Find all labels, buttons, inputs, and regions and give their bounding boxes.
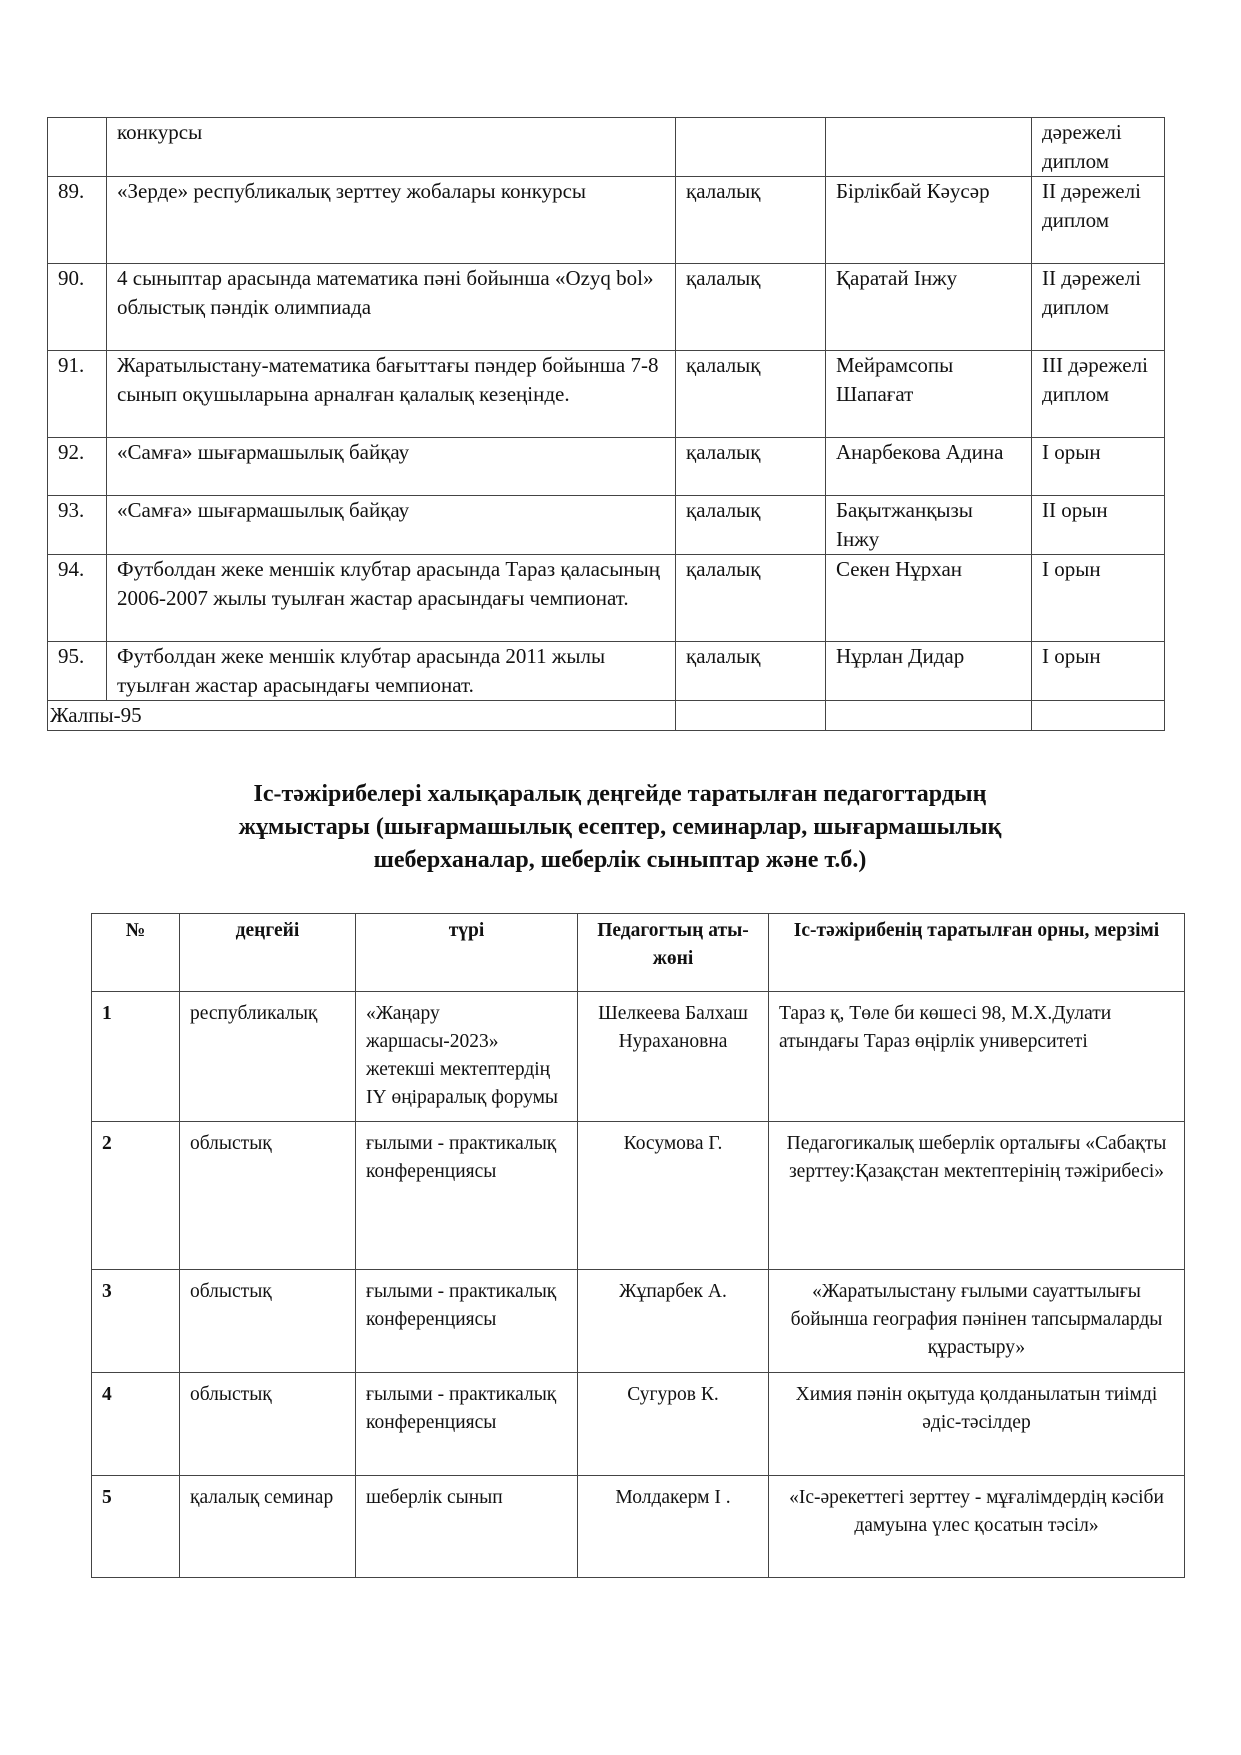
table-row bbox=[48, 438, 1165, 496]
table-row bbox=[92, 1373, 1185, 1476]
row-number: 95. bbox=[48, 642, 107, 701]
total-empty-cell bbox=[676, 701, 826, 731]
result: І орын bbox=[1032, 555, 1165, 642]
table-row bbox=[48, 555, 1165, 642]
place: «Іс-әрекеттегі зерттеу - мұғалімдердің кәсіби дамуына үлес қосатын тәсіл» bbox=[769, 1476, 1185, 1578]
level: республикалық bbox=[180, 992, 356, 1122]
event-name: Футболдан жеке меншік клубтар арасында Тараз қаласының 2006-2007 жылы туылған жастар арасындағы чемпионат. bbox=[107, 555, 676, 642]
teacher-name: Сугуров К. bbox=[578, 1373, 769, 1476]
event-name: Футболдан жеке меншік клубтар арасында 2011 жылы туылған жастар арасындағы чемпионат. bbox=[107, 642, 676, 701]
total-row bbox=[48, 701, 1165, 731]
result: ІІ дәрежелі диплом bbox=[1032, 264, 1165, 351]
row-number: 94. bbox=[48, 555, 107, 642]
place: Тараз қ, Төле би көшесі 98, М.Х.Дулати атындағы Тараз өңірлік университеті bbox=[769, 992, 1185, 1122]
table-row bbox=[92, 992, 1185, 1122]
table-row bbox=[48, 264, 1165, 351]
heading-line: Іс-тәжірибелері халықаралық деңгейде таратылған педагогтардың bbox=[253, 781, 987, 807]
table-row bbox=[48, 351, 1165, 438]
result: І орын bbox=[1032, 642, 1165, 701]
row-number: 2 bbox=[92, 1122, 180, 1270]
place: Педагогикалық шеберлік орталығы «Сабақты зерттеу:Қазақстан мектептерінің тәжірибесі» bbox=[769, 1122, 1185, 1270]
teacher-name: Молдакерм І . bbox=[578, 1476, 769, 1578]
total-empty-cell bbox=[826, 701, 1032, 731]
event-level: қалалық bbox=[676, 177, 826, 264]
teacher-name: Косумова Г. bbox=[578, 1122, 769, 1270]
row-number: 3 bbox=[92, 1270, 180, 1373]
heading-line: жұмыстары (шығармашылық есептер, семинарлар, шығармашылық bbox=[238, 814, 1002, 840]
table-row bbox=[48, 118, 1165, 177]
type: ғылыми - практикалық конференциясы bbox=[356, 1122, 578, 1270]
event-level: қалалық bbox=[676, 438, 826, 496]
event-name: 4 сыныптар арасында математика пәні бойынша «Ozyq bol» облыстық пәндік олимпиада bbox=[107, 264, 676, 351]
student-name: Секен Нұрхан bbox=[826, 555, 1032, 642]
total-label: Жалпы-95 bbox=[48, 701, 676, 731]
row-number: 5 bbox=[92, 1476, 180, 1578]
event-name: Жаратылыстану-математика бағыттағы пәндер бойынша 7-8 сынып оқушыларына арналған қалалық кезеңінде. bbox=[107, 351, 676, 438]
row-number: 93. bbox=[48, 496, 107, 555]
type: «Жаңару жаршасы-2023» жетекші мектептердің ІҮ өңіраралық форумы bbox=[356, 992, 578, 1122]
table-header-row bbox=[92, 914, 1185, 992]
teacher-name: Жұпарбек А. bbox=[578, 1270, 769, 1373]
header-type: түрі bbox=[356, 914, 578, 992]
result: ІІІ дәрежелі диплом bbox=[1032, 351, 1165, 438]
level: қалалық семинар bbox=[180, 1476, 356, 1578]
row-number: 4 bbox=[92, 1373, 180, 1476]
table-row bbox=[92, 1270, 1185, 1373]
heading-line: шеберханалар, шеберлік сыныптар және т.б.) bbox=[373, 847, 867, 873]
event-level: қалалық bbox=[676, 496, 826, 555]
student-name bbox=[826, 118, 1032, 177]
event-name: «Самға» шығармашылық байқау bbox=[107, 496, 676, 555]
place: «Жаратылыстану ғылыми сауаттылығы бойынша география пәнінен тапсырмаларды құрастыру» bbox=[769, 1270, 1185, 1373]
event-level bbox=[676, 118, 826, 177]
level: облыстық bbox=[180, 1373, 356, 1476]
row-number: 92. bbox=[48, 438, 107, 496]
level: облыстық bbox=[180, 1122, 356, 1270]
total-empty-cell bbox=[1032, 701, 1165, 731]
event-name: конкурсы bbox=[107, 118, 676, 177]
teacher-name: Шелкеева Балхаш Нурахановна bbox=[578, 992, 769, 1122]
event-name: «Самға» шығармашылық байқау bbox=[107, 438, 676, 496]
achievements-table bbox=[47, 117, 1165, 731]
level: облыстық bbox=[180, 1270, 356, 1373]
teacher-experience-table bbox=[91, 913, 1185, 1578]
event-level: қалалық bbox=[676, 351, 826, 438]
type: ғылыми - практикалық конференциясы bbox=[356, 1373, 578, 1476]
row-number: 1 bbox=[92, 992, 180, 1122]
row-number: 89. bbox=[48, 177, 107, 264]
student-name: Қаратай Інжу bbox=[826, 264, 1032, 351]
student-name: Нұрлан Дидар bbox=[826, 642, 1032, 701]
table-row bbox=[48, 642, 1165, 701]
student-name: Бірлікбай Кәусәр bbox=[826, 177, 1032, 264]
table-row bbox=[48, 496, 1165, 555]
section-heading bbox=[190, 778, 1050, 877]
event-level: қалалық bbox=[676, 555, 826, 642]
event-name: «Зерде» республикалық зерттеу жобалары конкурсы bbox=[107, 177, 676, 264]
row-number: 91. bbox=[48, 351, 107, 438]
place: Химия пәнін оқытуда қолданылатын тиімді әдіс-тәсілдер bbox=[769, 1373, 1185, 1476]
result: дәрежелі диплом bbox=[1032, 118, 1165, 177]
result: ІІ орын bbox=[1032, 496, 1165, 555]
header-place: Іс-тәжірибенің таратылған орны, мерзімі bbox=[769, 914, 1185, 992]
table-row bbox=[48, 177, 1165, 264]
row-number bbox=[48, 118, 107, 177]
type: ғылыми - практикалық конференциясы bbox=[356, 1270, 578, 1373]
result: І орын bbox=[1032, 438, 1165, 496]
student-name: Бақытжанқызы Інжу bbox=[826, 496, 1032, 555]
type: шеберлік сынып bbox=[356, 1476, 578, 1578]
header-number: № bbox=[92, 914, 180, 992]
table-row bbox=[92, 1122, 1185, 1270]
row-number: 90. bbox=[48, 264, 107, 351]
student-name: Мейрамсопы Шапағат bbox=[826, 351, 1032, 438]
result: ІІ дәрежелі диплом bbox=[1032, 177, 1165, 264]
student-name: Анарбекова Адина bbox=[826, 438, 1032, 496]
header-level: деңгейі bbox=[180, 914, 356, 992]
event-level: қалалық bbox=[676, 264, 826, 351]
header-teacher: Педагогтың аты-жөні bbox=[578, 914, 769, 992]
table-row bbox=[92, 1476, 1185, 1578]
event-level: қалалық bbox=[676, 642, 826, 701]
